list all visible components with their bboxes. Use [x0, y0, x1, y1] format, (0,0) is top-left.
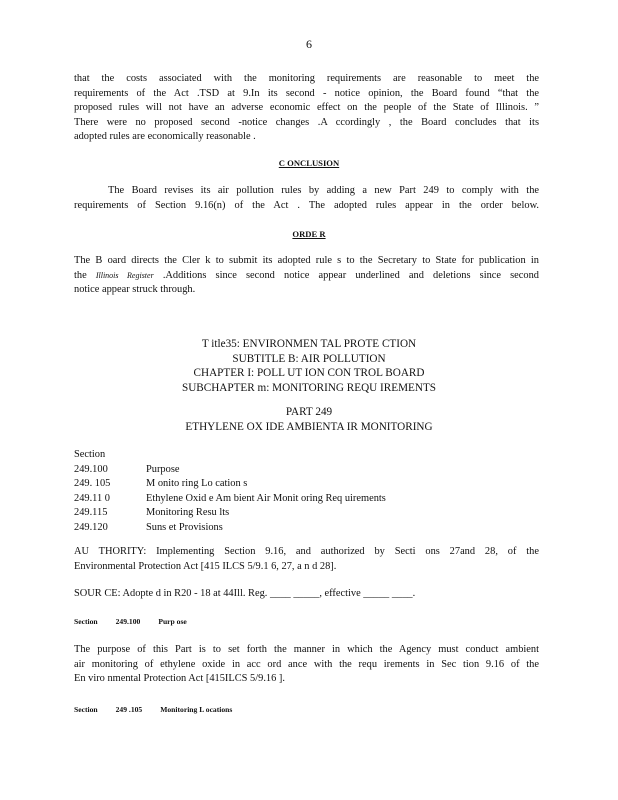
- toc-number: 249.120: [74, 521, 108, 533]
- section-label: Section: [74, 705, 98, 714]
- section-heading-249-105: [74, 705, 232, 714]
- toc-row: [74, 492, 386, 507]
- text-line: requirements of Section 9.16(n) of the Act . The adopted rules appear in the order below.: [74, 199, 539, 211]
- order-paragraph: [74, 254, 539, 298]
- purpose-paragraph: [74, 643, 539, 687]
- text-line: AU THORITY: Implementing Section 9.16, and authorized by Secti ons 27and 28, of the: [74, 546, 539, 557]
- text-line: proposed rules will not have an adverse economic effect on the people of the State of Illinois. ”: [74, 102, 539, 113]
- authority-note: [74, 545, 539, 574]
- conclusion-heading-text: C ONCLUSION: [278, 158, 340, 168]
- title-block: [0, 337, 618, 395]
- order-heading: [0, 229, 618, 239]
- text-segment: .Additions since second notice appear underlined and deletions since second: [153, 269, 539, 281]
- source-note: [74, 587, 539, 602]
- text-line: There were no proposed second -notice changes .A ccordingly , the Board concludes that its: [74, 116, 539, 128]
- toc-number: 249.115: [74, 507, 108, 518]
- toc-row: [74, 477, 386, 492]
- section-heading-249-100: [74, 617, 187, 626]
- chapter-line: CHAPTER I: POLL UT ION CON TROL BOARD: [193, 367, 425, 379]
- toc-title: Monitoring Resu lts: [146, 507, 230, 518]
- illinois-register-italic: Illinois Register: [95, 270, 154, 280]
- section-table-of-contents: [74, 448, 386, 535]
- toc-label: Section: [74, 449, 106, 460]
- page-number: 6: [306, 37, 312, 51]
- part-block: [0, 405, 618, 434]
- text-line: notice appear struck through.: [74, 284, 196, 295]
- section-number: 249.100: [115, 617, 141, 626]
- toc-number: 249.100: [74, 463, 108, 475]
- toc-row: [74, 463, 386, 478]
- text-line: En viro nmental Protection Act [415ILCS 5/9.16 ].: [74, 673, 285, 684]
- conclusion-paragraph: [74, 184, 539, 213]
- toc-title: M onito ring Lo cation s: [146, 478, 248, 489]
- text-segment: the: [74, 269, 96, 281]
- text-line: SOUR CE: Adopte d in R20 - 18 at 44Ill. Reg. ____ _____, effective _____ ____.: [74, 588, 416, 599]
- toc-title: Suns et Provisions: [146, 521, 223, 533]
- toc-title: Purpose: [146, 463, 180, 475]
- intro-paragraph: [74, 72, 539, 145]
- text-line: [74, 269, 539, 284]
- text-line: air monitoring of ethylene oxide in acc ord ance with the requ irements in Sec tion 9.16 of the: [74, 658, 539, 670]
- toc-title: Ethylene Oxid e Am bient Air Monit oring Req uirements: [146, 492, 386, 504]
- text-line: that the costs associated with the monitoring requirements are reasonable to meet the: [74, 73, 539, 84]
- section-label: Section: [74, 617, 98, 626]
- order-heading-text: ORDE R: [292, 229, 326, 239]
- text-line: [74, 184, 539, 199]
- section-title: Purp ose: [158, 617, 187, 626]
- text-line: The B oard directs the Cler k to submit its adopted rule s to the Secretary to State for publication in: [74, 255, 539, 266]
- text-line: requirements of the Act .TSD at 9.In its second - notice opinion, the Board found “that the: [74, 87, 539, 99]
- text-line-content: The Board revises its air pollution rules by adding a new Part 249 to comply with the: [108, 185, 539, 196]
- text-line: adopted rules are economically reasonable .: [74, 131, 256, 142]
- section-number: 249 .105: [115, 705, 143, 714]
- part-title: ETHYLENE OX IDE AMBIENTA IR MONITORING: [185, 420, 433, 433]
- toc-number: 249. 105: [74, 478, 111, 489]
- section-title: Monitoring L ocations: [160, 705, 233, 714]
- conclusion-heading: [0, 158, 618, 168]
- toc-number: 249.11 0: [74, 492, 110, 504]
- toc-row: [74, 521, 386, 536]
- toc-row: [74, 506, 386, 521]
- subchapter-line: SUBCHAPTER m: MONITORING REQU IREMENTS: [181, 381, 436, 394]
- part-number: PART 249: [285, 406, 333, 418]
- text-line: Environmental Protection Act [415 ILCS 5/9.1 6, 27, a n d 28].: [74, 560, 337, 572]
- text-line: The purpose of this Part is to set forth the manner in which the Agency must conduct ambient: [74, 644, 539, 655]
- subtitle-line: SUBTITLE B: AIR POLLUTION: [232, 352, 386, 365]
- title-line: T itle35: ENVIRONMEN TAL PROTE CTION: [201, 338, 417, 350]
